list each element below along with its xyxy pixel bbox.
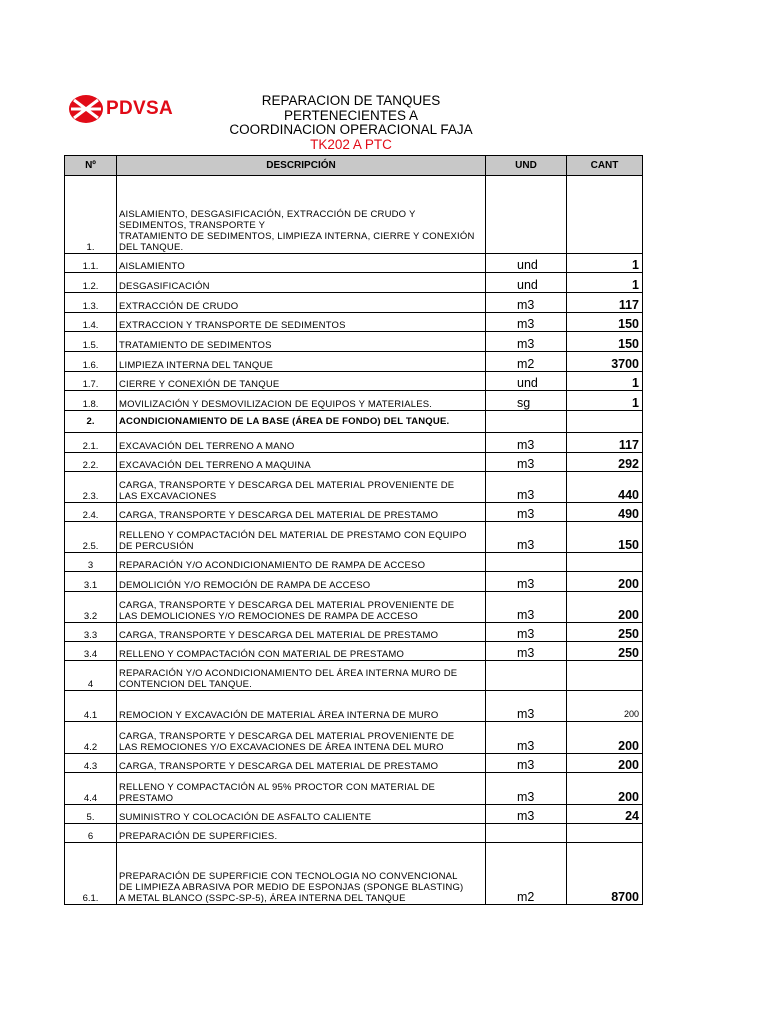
table-row [65,453,643,472]
row-quantity: 200 [567,572,643,592]
table-row [65,691,643,722]
row-unit: und [486,372,567,391]
row-description: SUMINISTRO Y COLOCACIÓN DE ASFALTO CALIENTE [117,805,486,824]
table-row [65,273,643,293]
row-quantity: 8700 [567,843,643,905]
row-quantity [567,661,643,691]
table-row [65,754,643,773]
row-description: CARGA, TRANSPORTE Y DESCARGA DEL MATERIAL DE PRESTAMO [117,503,486,522]
row-quantity: 117 [567,433,643,453]
row-unit: m3 [486,472,567,503]
row-quantity: 200 [567,691,643,722]
col-header-number: Nº [65,156,117,176]
header-line-2: PERTENECIENTES A [283,107,419,123]
table-row [65,773,643,805]
pdvsa-emblem-icon [68,94,104,124]
row-number: 1.6. [65,352,117,372]
row-quantity: 150 [567,332,643,352]
row-description: ACONDICIONAMIENTO DE LA BASE (ÁREA DE FONDO) DEL TANQUE. [117,411,486,433]
table-row [65,572,643,592]
row-quantity [567,824,643,843]
row-number: 1.7. [65,372,117,391]
table-row [65,352,643,372]
row-unit: m3 [486,722,567,754]
col-header-unit: UND [486,156,567,176]
row-quantity: 200 [567,754,643,773]
row-quantity: 292 [567,453,643,472]
row-quantity: 200 [567,773,643,805]
row-number: 1.4. [65,313,117,332]
table-row [65,623,643,642]
table-row [65,391,643,411]
row-quantity: 150 [567,313,643,332]
row-unit: m3 [486,642,567,661]
table-row [65,843,643,905]
row-number: 1.1. [65,254,117,273]
row-unit: und [486,254,567,273]
row-description: CARGA, TRANSPORTE Y DESCARGA DEL MATERIAL PROVENIENTE DE LAS REMOCIONES Y/O EXCAVACIONES DE ÁREA INTENA DEL MURO [117,722,486,754]
col-header-description: DESCRIPCIÓN [117,156,486,176]
row-number: 3.1 [65,572,117,592]
row-unit: m3 [486,522,567,553]
row-description: AISLAMIENTO, DESGASIFICACIÓN, EXTRACCIÓN DE CRUDO Y SEDIMENTOS, TRANSPORTE Y TRATAMIENTO DE SEDIMENTOS, LIMPIEZA INTERNA, CIERRE Y CONEXIÓN DEL TANQUE. [117,176,486,254]
row-number: 4.2 [65,722,117,754]
row-quantity [567,553,643,572]
document-header [200,94,502,152]
table-row [65,503,643,522]
quantities-table [64,155,643,905]
row-number: 2.5. [65,522,117,553]
row-description: LIMPIEZA INTERNA DEL TANQUE [117,352,486,372]
row-unit [486,661,567,691]
col-header-quantity: CANT [567,156,643,176]
table-row [65,411,643,433]
table-row [65,805,643,824]
row-quantity: 1 [567,391,643,411]
row-number: 3.4 [65,642,117,661]
row-number: 3.2 [65,592,117,623]
row-unit: m3 [486,691,567,722]
row-number: 3 [65,553,117,572]
table-row [65,313,643,332]
row-number: 1.8. [65,391,117,411]
row-unit [486,176,567,254]
row-description: PREPARACIÓN DE SUPERFICIES. [117,824,486,843]
row-number: 5. [65,805,117,824]
row-number: 1.5. [65,332,117,352]
row-number: 2.4. [65,503,117,522]
row-quantity: 1 [567,273,643,293]
row-number: 1. [65,176,117,254]
row-unit: m3 [486,433,567,453]
row-description: CIERRE Y CONEXIÓN DE TANQUE [117,372,486,391]
row-description: DESGASIFICACIÓN [117,273,486,293]
row-quantity: 440 [567,472,643,503]
row-quantity: 3700 [567,352,643,372]
table-row [65,722,643,754]
row-number: 1.3. [65,293,117,313]
row-quantity: 117 [567,293,643,313]
row-number: 2.3. [65,472,117,503]
row-description: REMOCION Y EXCAVACIÓN DE MATERIAL ÁREA INTERNA DE MURO [117,691,486,722]
row-number: 6.1. [65,843,117,905]
row-description: RELLENO Y COMPACTACIÓN DEL MATERIAL DE PRESTAMO CON EQUIPO DE PERCUSIÓN [117,522,486,553]
row-description: CARGA, TRANSPORTE Y DESCARGA DEL MATERIAL DE PRESTAMO [117,754,486,773]
row-unit: m2 [486,352,567,372]
row-description: REPARACIÓN Y/O ACONDICIONAMIENTO DE RAMPA DE ACCESO [117,553,486,572]
row-unit: sg [486,391,567,411]
row-quantity: 490 [567,503,643,522]
row-description: EXCAVACIÓN DEL TERRENO A MANO [117,433,486,453]
row-quantity: 1 [567,372,643,391]
row-quantity: 150 [567,522,643,553]
row-quantity [567,176,643,254]
row-quantity: 250 [567,623,643,642]
row-description: DEMOLICIÓN Y/O REMOCIÓN DE RAMPA DE ACCESO [117,572,486,592]
row-unit: und [486,273,567,293]
row-description: AISLAMIENTO [117,254,486,273]
row-unit: m3 [486,332,567,352]
row-number: 4.1 [65,691,117,722]
row-unit: m3 [486,773,567,805]
row-description: CARGA, TRANSPORTE Y DESCARGA DEL MATERIAL PROVENIENTE DE LAS EXCAVACIONES [117,472,486,503]
header-tank-code: TK202 A PTC [310,136,392,152]
row-unit: m3 [486,313,567,332]
row-quantity: 250 [567,642,643,661]
row-description: TRATAMIENTO DE SEDIMENTOS [117,332,486,352]
table-row [65,661,643,691]
table-row [65,332,643,352]
row-unit: m2 [486,843,567,905]
row-description: CARGA, TRANSPORTE Y DESCARGA DEL MATERIAL PROVENIENTE DE LAS DEMOLICIONES Y/O REMOCIONES DE RAMPA DE ACCESO [117,592,486,623]
row-number: 2.1. [65,433,117,453]
row-description: PREPARACIÓN DE SUPERFICIE CON TECNOLOGIA NO CONVENCIONAL DE LIMPIEZA ABRASIVA POR MEDIO DE ESPONJAS (SPONGE BLASTING) A METAL BLANCO (SSPC-SP-5), ÁREA INTERNA DEL TANQUE [117,843,486,905]
table-row [65,176,643,254]
pdvsa-wordmark: PDVSA [106,98,173,119]
row-unit: m3 [486,293,567,313]
table-row [65,553,643,572]
row-quantity: 1 [567,254,643,273]
header-line-1: REPARACION DE TANQUES [261,93,441,108]
row-number: 4.3 [65,754,117,773]
row-description: EXCAVACIÓN DEL TERRENO A MAQUINA [117,453,486,472]
table-row [65,372,643,391]
row-description: EXTRACCION Y TRANSPORTE DE SEDIMENTOS [117,313,486,332]
table-row [65,592,643,623]
row-unit: m3 [486,572,567,592]
row-unit: m3 [486,453,567,472]
table-row [65,472,643,503]
row-quantity: 200 [567,592,643,623]
row-quantity: 200 [567,722,643,754]
table-row [65,522,643,553]
row-number: 6 [65,824,117,843]
row-number: 4 [65,661,117,691]
row-unit [486,411,567,433]
row-unit: m3 [486,805,567,824]
row-description: REPARACIÓN Y/O ACONDICIONAMIENTO DEL ÁREA INTERNA MURO DE CONTENCION DEL TANQUE. [117,661,486,691]
row-number: 2. [65,411,117,433]
table-row [65,293,643,313]
table-row [65,642,643,661]
table-row [65,433,643,453]
row-description: EXTRACCIÓN DE CRUDO [117,293,486,313]
row-number: 1.2. [65,273,117,293]
row-unit [486,824,567,843]
row-unit: m3 [486,592,567,623]
pdvsa-logo [68,93,173,125]
row-number: 2.2. [65,453,117,472]
row-quantity [567,411,643,433]
row-description: CARGA, TRANSPORTE Y DESCARGA DEL MATERIAL DE PRESTAMO [117,623,486,642]
table-row [65,254,643,273]
row-description: RELLENO Y COMPACTACIÓN CON MATERIAL DE PRESTAMO [117,642,486,661]
table-header-row [65,156,643,176]
row-unit: m3 [486,503,567,522]
table-row [65,824,643,843]
row-quantity: 24 [567,805,643,824]
row-unit: m3 [486,623,567,642]
row-number: 4.4 [65,773,117,805]
header-line-3: COORDINACION OPERACIONAL FAJA [229,122,473,137]
row-number: 3.3 [65,623,117,642]
row-description: MOVILIZACIÓN Y DESMOVILIZACION DE EQUIPOS Y MATERIALES. [117,391,486,411]
row-description: RELLENO Y COMPACTACIÓN AL 95% PROCTOR CON MATERIAL DE PRESTAMO [117,773,486,805]
row-unit [486,553,567,572]
row-unit: m3 [486,754,567,773]
